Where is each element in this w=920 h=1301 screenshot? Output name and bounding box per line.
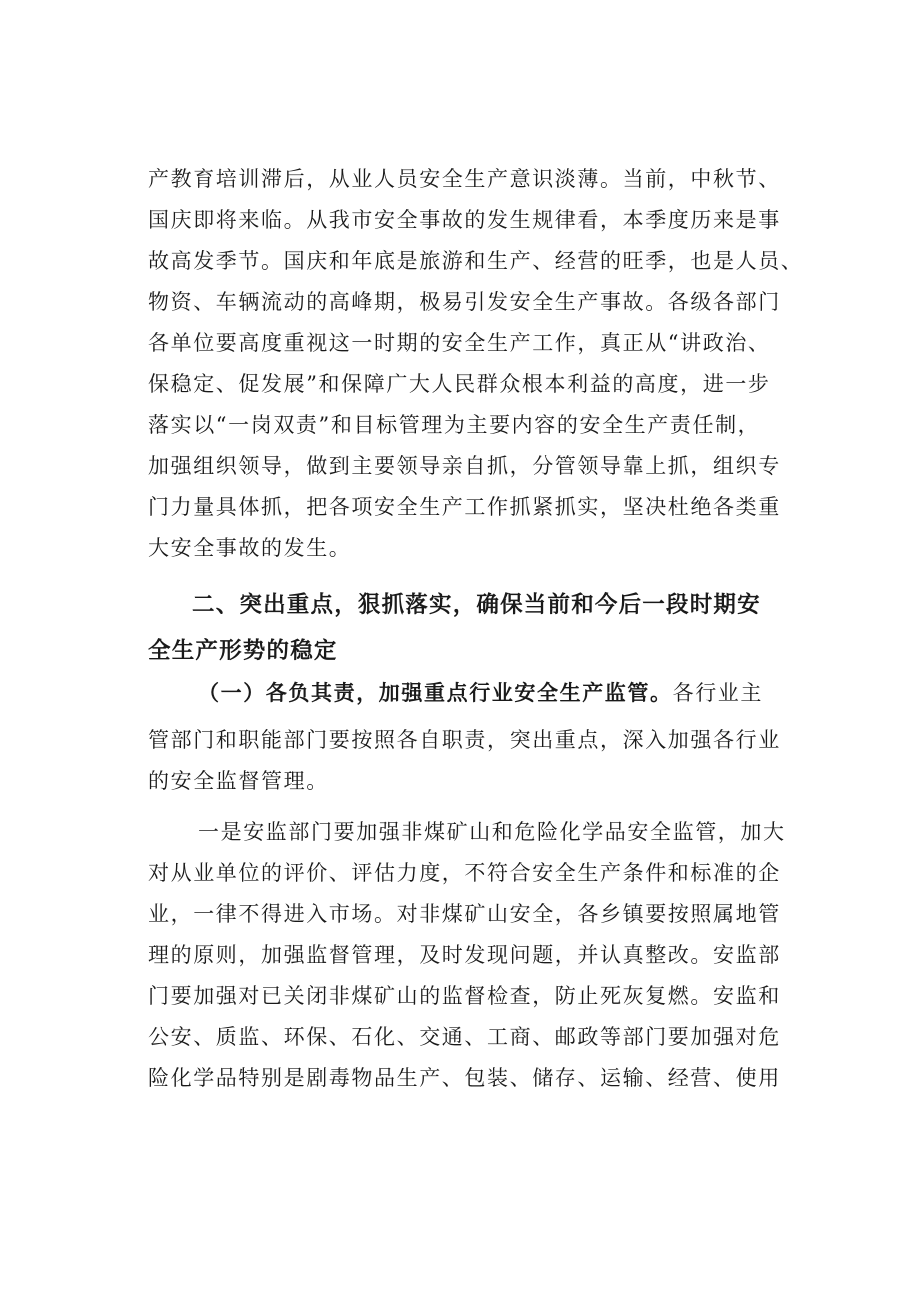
paragraph-line: 公安、质监、环保、石化、交通、工商、邮政等部门要加强对危: [148, 1025, 781, 1049]
paragraph-line: 理的原则，加强监督管理，及时发现问题，并认真整改。安监部: [148, 943, 781, 967]
paragraph-line: 各单位要高度重视这一时期的安全生产工作，真正从“讲政治、: [148, 331, 771, 355]
paragraph-line: 的安全监督管理。: [148, 769, 329, 793]
paragraph-line: 门要加强对已关闭非煤矿山的监督检查，防止死灰复燃。安监和: [148, 984, 781, 1008]
paragraph-line: 故高发季节。国庆和年底是旅游和生产、经营的旺季，也是人员、: [148, 249, 804, 273]
paragraph-line: 门力量具体抓，把各项安全生产工作抓紧抓实，坚决杜绝各类重: [148, 495, 781, 519]
paragraph-line: 管部门和职能部门要按照各自职责，突出重点，深入加强各行业: [148, 728, 781, 752]
paragraph-line: 加强组织领导，做到主要领导亲自抓，分管领导靠上抓，组织专: [148, 454, 781, 478]
paragraph-line: 大安全事故的发生。: [148, 536, 352, 560]
paragraph-line: 产教育培训滞后，从业人员安全生产意识淡薄。当前，中秋节、: [148, 167, 781, 191]
subsection-first-line: [198, 679, 808, 707]
section-heading-line: 全生产形势的稳定: [148, 638, 338, 664]
paragraph-line: 落实以“一岗双责”和目标管理为主要内容的安全生产责任制，: [148, 413, 761, 437]
section-heading-line: 二、突出重点，狠抓落实，确保当前和今后一段时期安: [192, 592, 761, 618]
paragraph-line: 险化学品特别是剧毒物品生产、包装、储存、运输、经营、使用: [148, 1066, 781, 1090]
subsection-title: （一）各负其责，加强重点行业安全生产监管。: [198, 681, 673, 705]
subsection-text: 各行业主: [672, 681, 764, 705]
paragraph-line: 物资、车辆流动的高峰期，极易引发安全生产事故。各级各部门: [148, 290, 781, 314]
paragraph-line: 一是安监部门要加强非煤矿山和危险化学品安全监管，加大: [198, 820, 786, 844]
paragraph-line: 业，一律不得进入市场。对非煤矿山安全，各乡镇要按照属地管: [148, 902, 781, 926]
paragraph-line: 对从业单位的评价、评估力度，不符合安全生产条件和标准的企: [148, 861, 781, 885]
paragraph-line: 保稳定、促发展”和保障广大人民群众根本利益的高度，进一步: [148, 372, 771, 396]
paragraph-line: 国庆即将来临。从我市安全事故的发生规律看，本季度历来是事: [148, 208, 781, 232]
